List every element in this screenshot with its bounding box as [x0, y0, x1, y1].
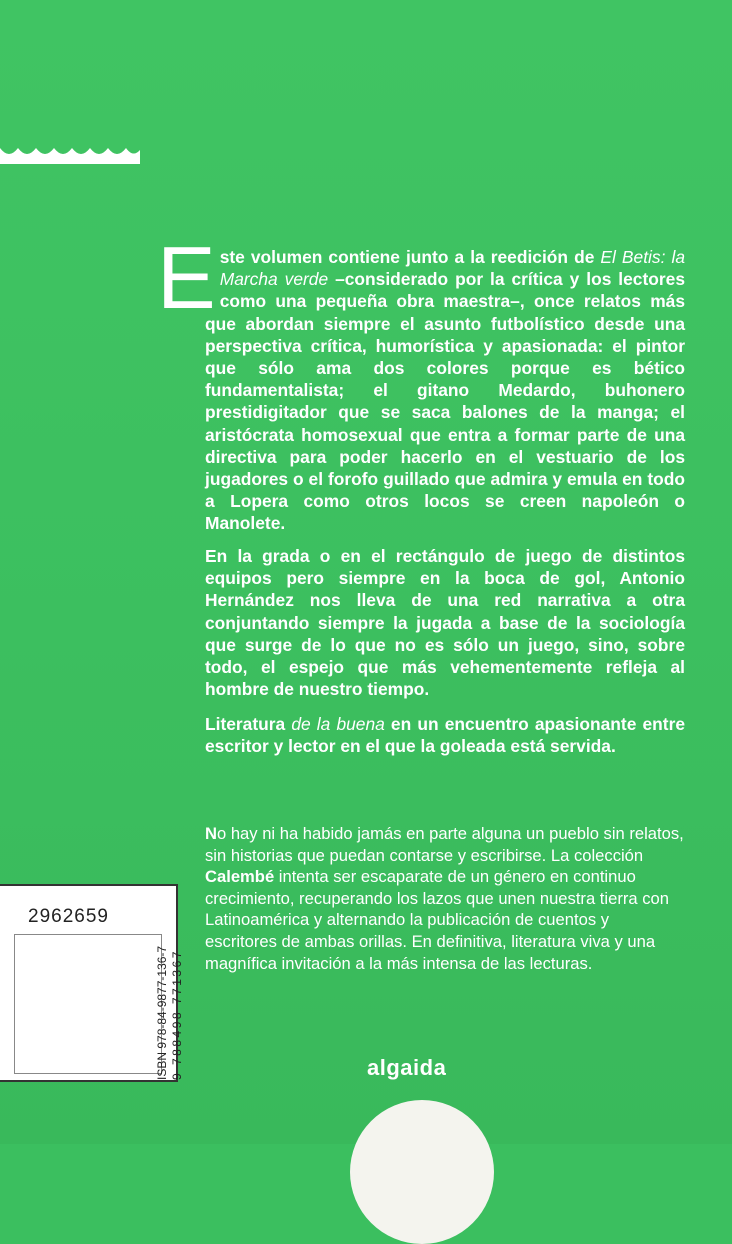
- bottom-circle-ornament: [350, 1100, 494, 1244]
- collection-description: [205, 823, 685, 974]
- blurb-text: –considerado por la crítica y los lectores como una pequeña obra maestra–, once relatos más que abordan siempre el asunto futbolístico desde una perspectiva crítica, humorística y apasionada: el pintor que sólo ama dos colores porque es bético fundamentalista; el gitano Medardo, buhonero prestidigitador que se saca balones de la manga; el aristócrata homosexual que entra a formar parte de una directiva para poder hacerlo en el vestuario de los jugadores o el forofo guillado que admira y emula en todo a Lopera como otros locos se creen napoleón o Manolete.: [205, 269, 686, 534]
- drop-cap: E: [157, 228, 216, 327]
- book-title-italic: El Betis: la Marcha verde: [219, 247, 685, 290]
- blurb-text: ste volumen contiene junto a la reedición de: [219, 247, 601, 267]
- barcode-area: [14, 934, 162, 1074]
- barcode-panel: [0, 884, 178, 1082]
- blurb-paragraph-2: En la grada o en el rectángulo de juego de distintos equipos pero siempre en la boca de gol, Antonio Hernández nos lleva de una red narrativa a otra conjuntando siempre la jugada a base de la sociología que surge de lo que no es sólo un juego, sino, sobre todo, el espejo que más vehementemente refleja al hombre de nuestro tiempo.: [205, 546, 685, 700]
- barcode-label: 2962659: [28, 906, 109, 927]
- blurb-italic: de la buena: [291, 714, 385, 734]
- blurb-text: Literatura: [205, 714, 292, 734]
- blurb-paragraph-3: [205, 713, 685, 757]
- barcode-digits: 9 788498 771367: [170, 949, 184, 1080]
- collection-name: Calembé: [205, 867, 275, 887]
- isbn-number: ISBN 978-84-9877-136-7: [155, 945, 169, 1080]
- collection-text: o hay ni ha habido jamás en parte alguna un pueblo sin relatos, sin historias que puedan contarse y escribirse. La colección: [205, 824, 684, 865]
- blurb-text: en un encuentro apasionante entre escritor y lector en el que la goleada está servida.: [205, 714, 686, 757]
- wave-ornament: [0, 140, 140, 164]
- publisher-logo: algaida: [367, 1055, 447, 1080]
- collection-text: intenta ser escaparate de un género en continuo crecimiento, recuperando los lazos que unen nuestra tierra con Latinoamérica y alternando la publicación de cuentos y escritores de ambas orillas. En definitiva, literatura viva y una magnífica invitación a la más intensa de las lecturas.: [205, 867, 669, 973]
- collection-initial: N: [205, 824, 217, 843]
- blurb-paragraph-1: [157, 228, 686, 535]
